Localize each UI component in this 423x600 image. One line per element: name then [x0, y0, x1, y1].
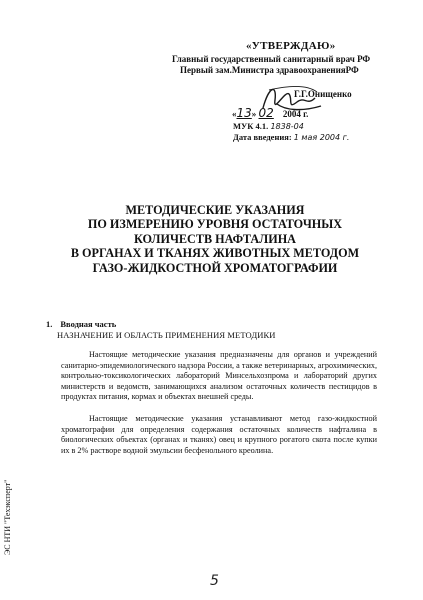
title-line-1: МЕТОДИЧЕСКИЕ УКАЗАНИЯ	[125, 203, 305, 217]
date-month: 02	[258, 106, 274, 120]
title-line-5: ГАЗО-ЖИДКОСТНОЙ ХРОМАТОГРАФИИ	[92, 260, 338, 275]
section-number: 1.	[46, 319, 53, 329]
section-subtitle: НАЗНАЧЕНИЕ И ОБЛАСТЬ ПРИМЕНЕНИЯ МЕТОДИКИ	[57, 330, 276, 340]
document-code-value: 1838-04	[270, 122, 304, 131]
paragraph-text: Настоящие методические указания устанавливают метод газо-жидкостной хроматографии для определения содержания остаточных количеств нафталина в биологических объектах (органах и тканях) овец и крупного рогатого скота после купки их в 2% растворе водной эмульсии бесфенольного креолина.	[61, 414, 377, 455]
paragraph-purpose	[61, 350, 377, 403]
section-heading	[46, 319, 116, 329]
intro-date-value: 1 мая 2004 г.	[293, 133, 350, 142]
approval-signer: Г.Г.Онищенко	[294, 89, 352, 99]
page-number-text: 5	[210, 573, 219, 589]
side-watermark: ЭС НТИ "Техэксперт"	[3, 479, 12, 555]
date-mid-quote: »	[251, 109, 257, 119]
document-title	[60, 203, 370, 275]
title-line-4: В ОРГАНАХ И ТКАНЯХ ЖИВОТНЫХ МЕТОДОМ	[70, 246, 360, 261]
date-open-quote: «	[232, 109, 237, 119]
date-day: 13	[236, 106, 252, 120]
date-year: 2004 г.	[282, 109, 309, 119]
approval-chief: Главный государственный санитарный врач РФ	[172, 54, 371, 64]
document-intro-date	[233, 132, 349, 142]
title-line-2: ПО ИЗМЕРЕНИЮ УРОВНЯ ОСТАТОЧНЫХ	[87, 217, 343, 232]
section-name: Вводная часть	[60, 319, 117, 329]
paragraph-method	[61, 414, 377, 456]
page-number	[206, 570, 226, 590]
document-code	[233, 121, 304, 131]
paragraph-text: Настоящие методические указания предназначены для органов и учреждений санитарно-эпидемиологического надзора России, а также ветеринарных, агрохимических, контрольно-токсикологических лабораторий Минсельхозпрома и лабораторий других министерств и ведомств, занимающихся анализом остаточных количеств пестицидов в продуктах питания, кормах и объектах внешней среды.	[61, 350, 377, 402]
document-code-label: МУК 4.1.	[233, 121, 269, 131]
approval-deputy: Первый зам.Министра здравоохраненияРФ	[180, 65, 359, 75]
intro-date-label: Дата введения:	[233, 132, 292, 142]
signature-icon	[255, 80, 325, 120]
title-line-3: КОЛИЧЕСТВ НАФТАЛИНА	[134, 231, 296, 246]
approval-heading: «УТВЕРЖДАЮ»	[246, 40, 336, 52]
